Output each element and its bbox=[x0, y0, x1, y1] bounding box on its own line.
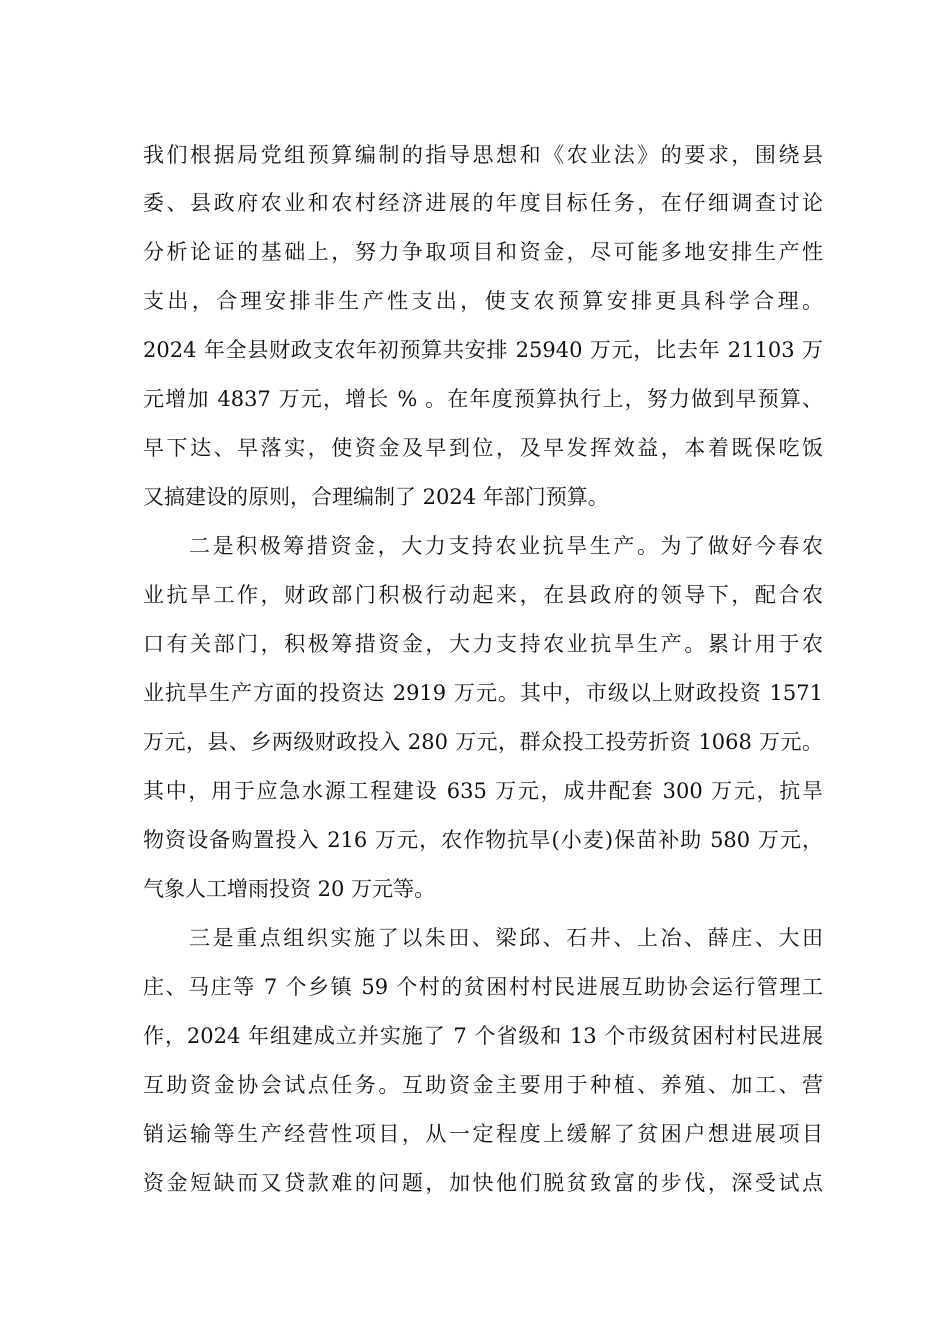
paragraph-line: 其中，用于应急水源工程建设 635 万元，成井配套 300 万元，抗旱 bbox=[143, 779, 823, 803]
paragraph-line: 又搞建设的原则，合理编制了 2024 年部门预算。 bbox=[143, 485, 609, 509]
paragraph-line: 早下达、早落实，使资金及早到位，及早发挥效益，本着既保吃饭 bbox=[143, 436, 823, 460]
paragraph-line: 元增加 4837 万元，增长 % 。在年度预算执行上，努力做到早预算、 bbox=[143, 387, 823, 411]
paragraph-line: 销运输等生产经营性项目，从一定程度上缓解了贫困户想进展项目 bbox=[143, 1122, 823, 1146]
paragraph-line: 资金短缺而又贷款难的问题，加快他们脱贫致富的步伐，深受试点 bbox=[143, 1171, 823, 1195]
paragraph-first-line: 二是积极筹措资金，大力支持农业抗旱生产。为了做好今春农 bbox=[189, 534, 823, 558]
paragraph-line: 作，2024 年组建成立并实施了 7 个省级和 13 个市级贫困村村民进展 bbox=[143, 1024, 823, 1048]
paragraph-line: 支出，合理安排非生产性支出，使支农预算安排更具科学合理。 bbox=[143, 289, 823, 313]
paragraph-line: 业抗旱生产方面的投资达 2919 万元。其中，市级以上财政投资 1571 bbox=[143, 681, 823, 705]
paragraph-line: 气象人工增雨投资 20 万元等。 bbox=[143, 877, 436, 901]
paragraph-line: 互助资金协会试点任务。互助资金主要用于种植、养殖、加工、营 bbox=[143, 1073, 823, 1097]
paragraph-line: 万元，县、乡两级财政投入 280 万元，群众投工投劳折资 1068 万元。 bbox=[143, 730, 823, 754]
paragraph-line: 2024 年全县财政支农年初预算共安排 25940 万元，比去年 21103 万 bbox=[143, 338, 823, 362]
paragraph-line: 业抗旱工作，财政部门积极行动起来，在县政府的领导下，配合农 bbox=[143, 583, 823, 607]
paragraph-line: 物资设备购置投入 216 万元，农作物抗旱(小麦)保苗补助 580 万元， bbox=[143, 828, 823, 852]
paragraph-line: 我们根据局党组预算编制的指导思想和《农业法》的要求，围绕县 bbox=[143, 143, 823, 167]
paragraph-line: 口有关部门，积极筹措资金，大力支持农业抗旱生产。累计用于农 bbox=[143, 632, 823, 656]
paragraph-line: 委、县政府农业和农村经济进展的年度目标任务，在仔细调查讨论 bbox=[143, 191, 823, 215]
paragraph-first-line: 三是重点组织实施了以朱田、梁邱、石井、上冶、薛庄、大田 bbox=[189, 926, 823, 950]
paragraph-line: 庄、马庄等 7 个乡镇 59 个村的贫困村村民进展互助协会运行管理工 bbox=[143, 975, 823, 999]
paragraph-line: 分析论证的基础上，努力争取项目和资金，尽可能多地安排生产性 bbox=[143, 240, 823, 264]
